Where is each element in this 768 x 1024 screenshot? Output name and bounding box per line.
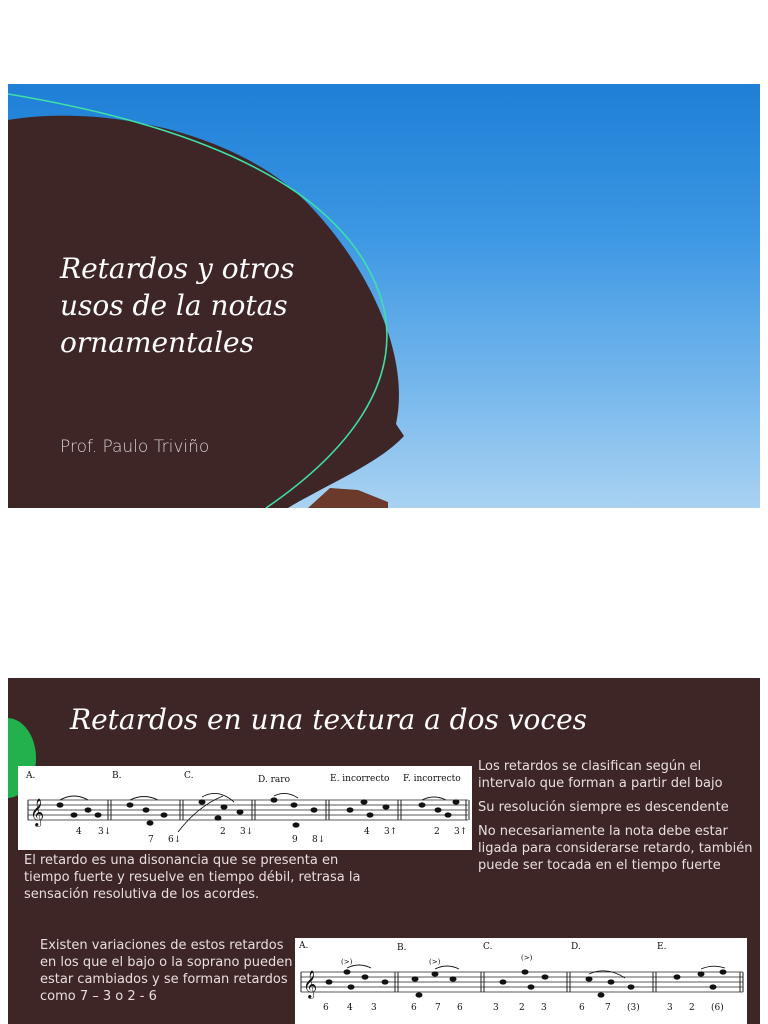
svg-text:2: 2 bbox=[689, 1003, 695, 1013]
figured-bass bbox=[323, 1002, 724, 1013]
svg-text:2: 2 bbox=[434, 827, 440, 837]
svg-text:3↓: 3↓ bbox=[240, 827, 254, 837]
svg-text:(3): (3) bbox=[627, 1003, 640, 1013]
score-2-notation bbox=[295, 938, 747, 1024]
svg-text:7: 7 bbox=[435, 1003, 441, 1013]
bullet-item: Los retardos se clasifican según el intervalo que forman a partir del bajo bbox=[478, 759, 723, 791]
music-score-example-2 bbox=[295, 938, 747, 1024]
svg-text:6↓: 6↓ bbox=[168, 835, 182, 845]
svg-text:3: 3 bbox=[371, 1003, 377, 1013]
accent-mark: (>) bbox=[429, 958, 441, 966]
section-label: E. bbox=[657, 942, 667, 952]
svg-text:(6): (6) bbox=[711, 1003, 724, 1013]
figured-bass bbox=[76, 827, 467, 845]
section-label: C. bbox=[184, 771, 194, 781]
svg-text:2: 2 bbox=[519, 1003, 525, 1013]
title-slide bbox=[8, 84, 760, 508]
svg-text:7: 7 bbox=[148, 835, 154, 845]
bullet-list bbox=[478, 758, 758, 881]
svg-text:8↓: 8↓ bbox=[312, 835, 326, 845]
variations-text: Existen variaciones de estos retardos en los que el bajo o la soprano pueden estar cambiados y se forman retardos como 7 – 3 o 2 - 6 bbox=[40, 938, 293, 1004]
bullet-item: No necesariamente la nota debe estar ligada para considerarse retardo, también puede ser tocada en el tiempo fuerte bbox=[478, 824, 753, 873]
section-label: B. bbox=[112, 771, 122, 781]
svg-text:9: 9 bbox=[292, 835, 298, 845]
svg-text:3↑: 3↑ bbox=[454, 827, 468, 837]
notes bbox=[57, 797, 460, 827]
author-name: Prof. Paulo Triviño bbox=[60, 437, 210, 457]
notes bbox=[326, 969, 727, 997]
svg-text:3↓: 3↓ bbox=[98, 827, 112, 837]
roof-tiles-shape bbox=[308, 488, 388, 508]
svg-text:3: 3 bbox=[541, 1003, 547, 1013]
section-label: B. bbox=[397, 943, 407, 953]
svg-text:7: 7 bbox=[605, 1003, 611, 1013]
svg-text:4: 4 bbox=[347, 1003, 353, 1013]
svg-text:6: 6 bbox=[579, 1003, 585, 1013]
section-label: F. incorrecto bbox=[403, 774, 461, 784]
svg-text:4: 4 bbox=[76, 827, 82, 837]
svg-text:6: 6 bbox=[323, 1003, 329, 1013]
definition-text: El retardo es una disonancia que se presenta en tiempo fuerte y resuelve en tiempo débil, retrasa la sensación resolutiva de los acordes. bbox=[24, 853, 361, 902]
treble-clef-icon: 𝄞 bbox=[303, 970, 318, 998]
score-1-notation bbox=[18, 766, 472, 850]
music-score-example-1 bbox=[18, 766, 472, 850]
staff-lines bbox=[28, 800, 468, 820]
section-label: D. bbox=[571, 942, 581, 952]
svg-text:4: 4 bbox=[364, 827, 370, 837]
accent-mark: (>) bbox=[341, 958, 353, 966]
svg-text:3↑: 3↑ bbox=[384, 827, 398, 837]
section-label: D. raro bbox=[258, 775, 291, 785]
bullet-item: Su resolución siempre es descendente bbox=[478, 800, 729, 815]
svg-text:6: 6 bbox=[411, 1003, 417, 1013]
slide-title: Retardos y otros usos de la notas ornamentales bbox=[60, 252, 295, 359]
section-label: A. bbox=[299, 941, 309, 951]
svg-text:3: 3 bbox=[667, 1003, 673, 1013]
svg-text:3: 3 bbox=[493, 1003, 499, 1013]
section-label: E. incorrecto bbox=[330, 774, 390, 784]
svg-text:6: 6 bbox=[457, 1003, 463, 1013]
svg-text:2: 2 bbox=[220, 827, 226, 837]
section-label: C. bbox=[483, 942, 493, 952]
treble-clef-icon: 𝄞 bbox=[30, 798, 45, 826]
slide-title: Retardos en una textura a dos voces bbox=[70, 703, 588, 736]
section-label: A. bbox=[26, 771, 36, 781]
accent-mark: (>) bbox=[521, 954, 533, 962]
ties bbox=[347, 965, 725, 978]
content-slide bbox=[8, 678, 760, 1024]
